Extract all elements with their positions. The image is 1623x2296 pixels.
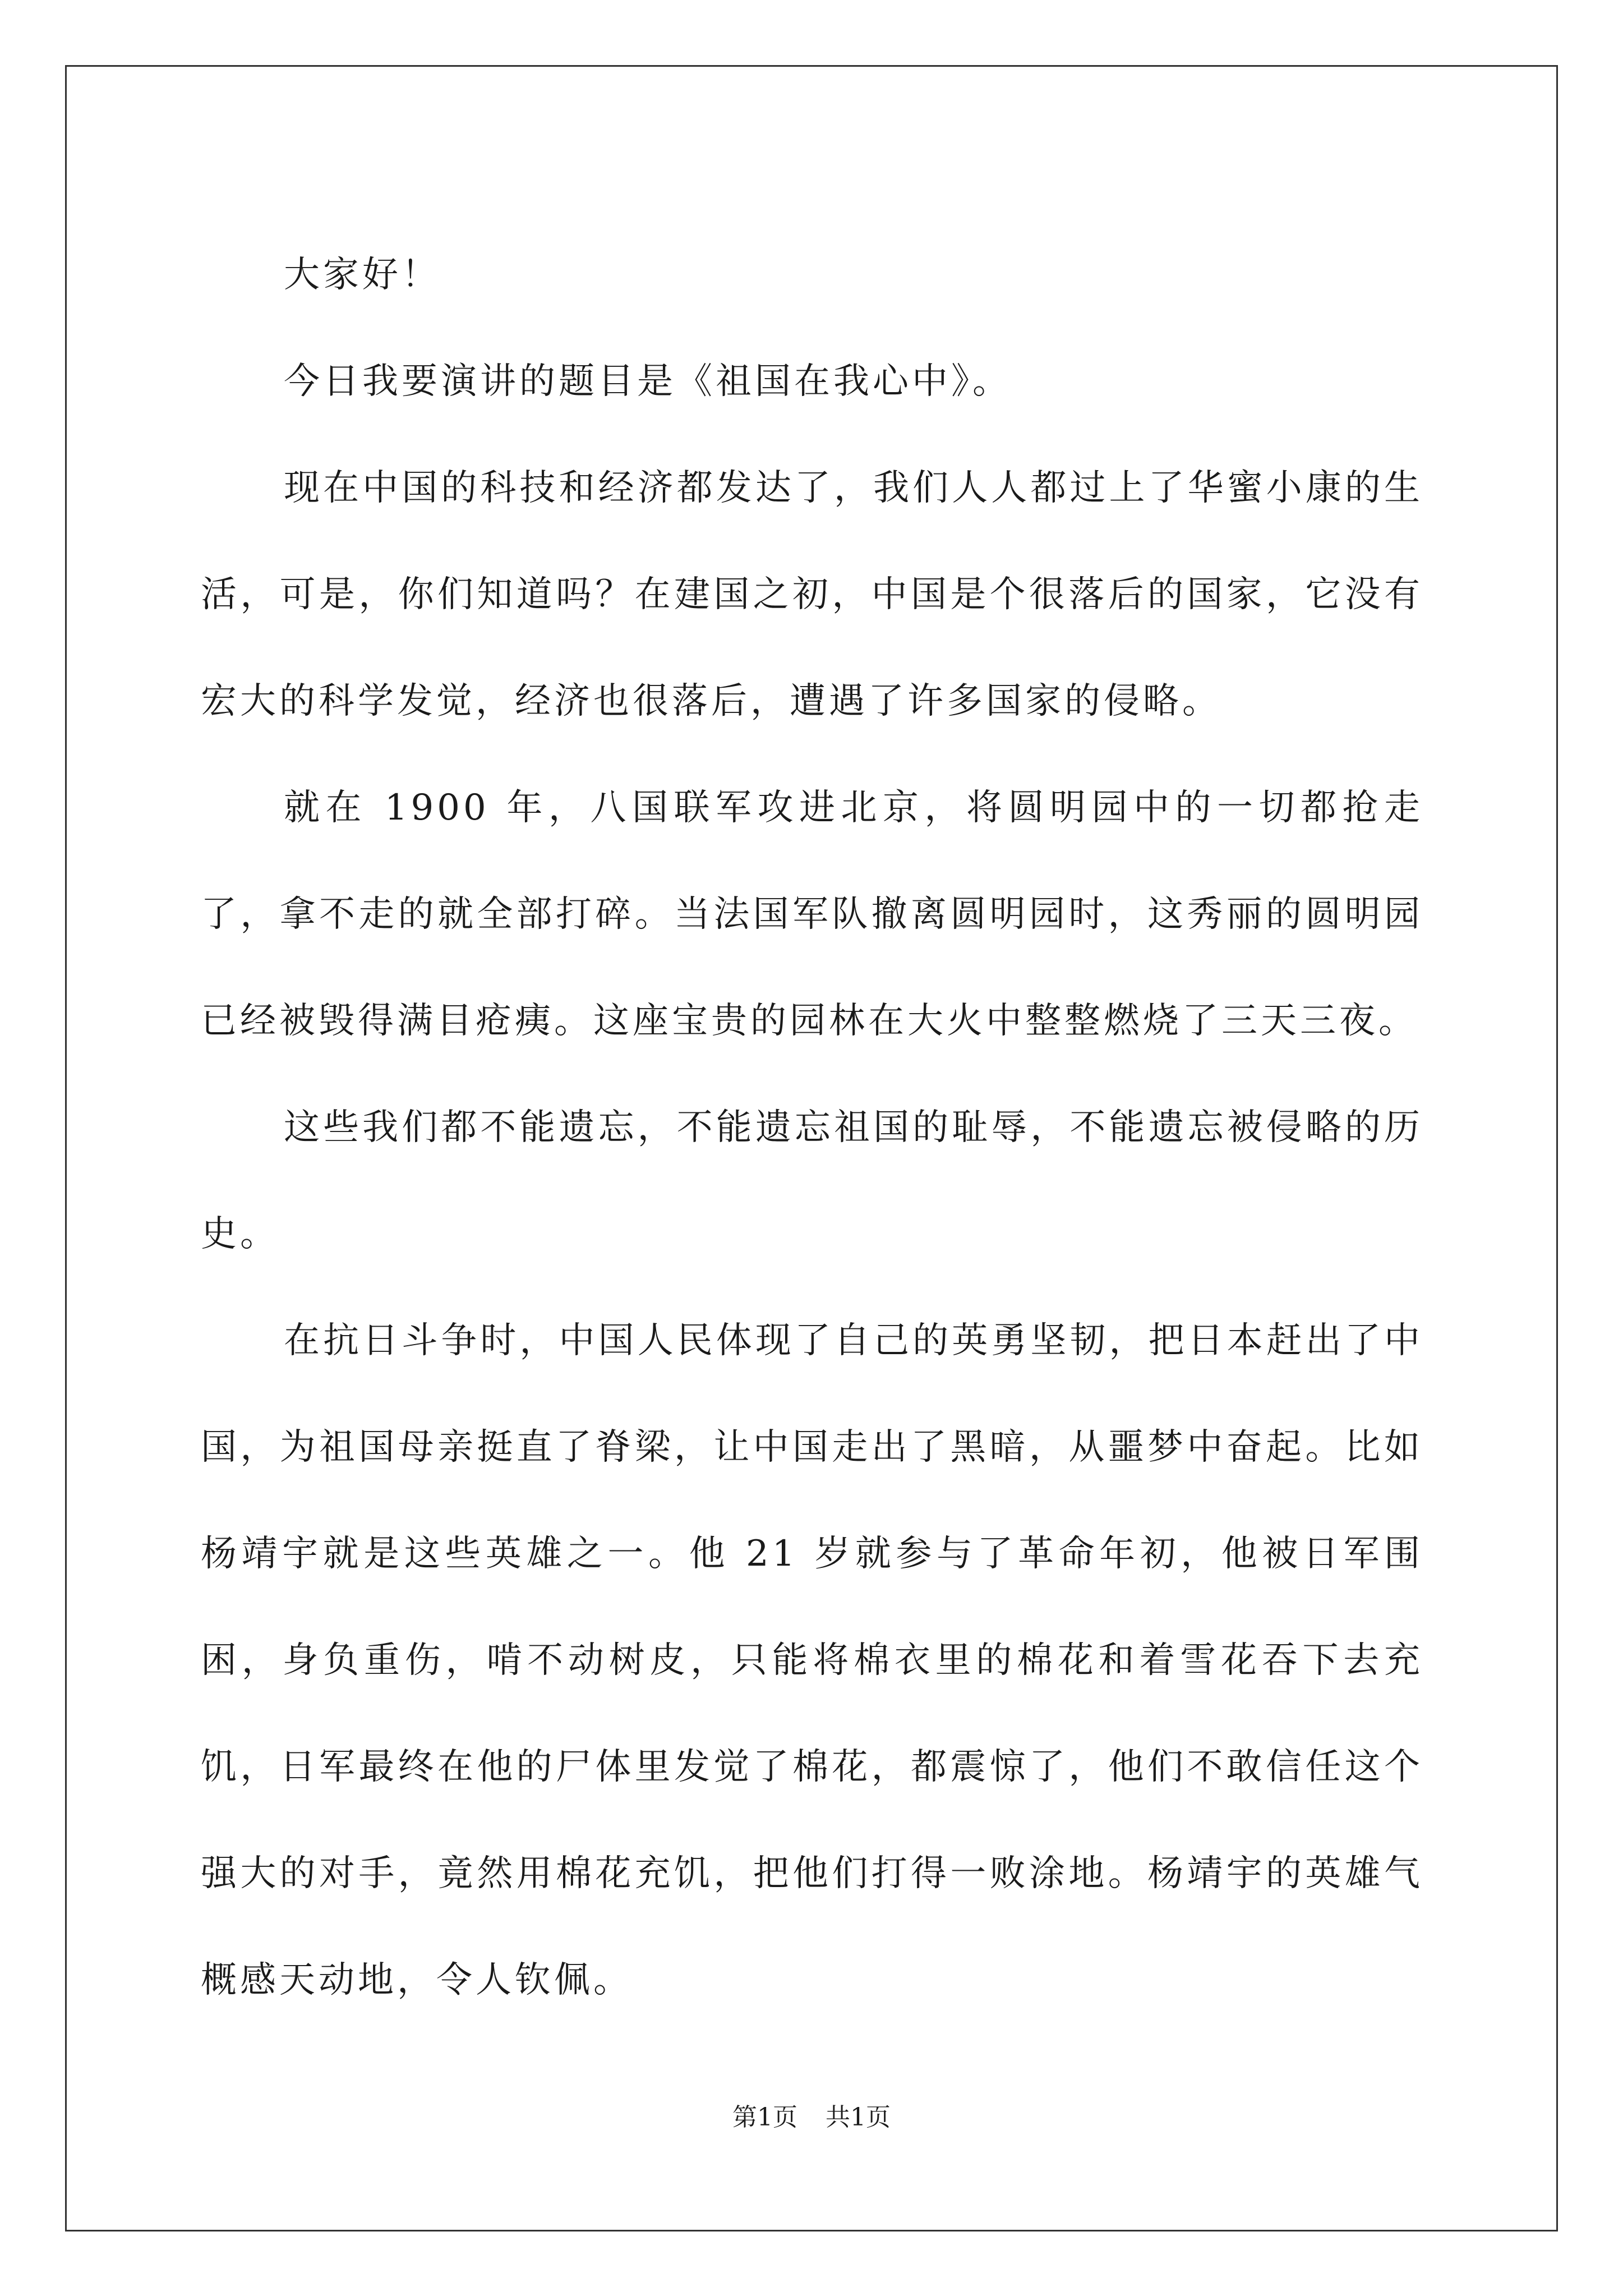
paragraph-remember: 这些我们都不能遗忘，不能遗忘祖国的耻辱，不能遗忘被侵略的历史。 — [201, 1107, 1423, 1255]
page-footer — [0, 2101, 1623, 2134]
paragraph-yang-jingyu: 在抗日斗争时，中国人民体现了自己的英勇坚韧，把日本赶出了中国，为祖国母亲挺直了脊梁，让中国走出了黑暗，从噩梦中奋起。比如杨靖宇就是这些英雄之一。他 21 岁就参与了革命年初，他被日军围困，身负重伤，啃不动树皮，只能将棉衣里的棉花和着雪花吞下去充饥，日军最终在他的尸体里发觉了棉花，都震惊了，他们不敢信任这个强大的对手，竟然用棉花充饥，把他们打得一败涂地。杨靖宇的英雄气概感天动地，令人钦佩。 — [201, 1320, 1423, 2001]
page-number-total: 共1页 — [826, 2103, 891, 2132]
page-number-current: 第1页 — [732, 2103, 797, 2132]
paragraph-topic: 今日我要演讲的题目是《祖国在我心中》。 — [284, 361, 1012, 402]
paragraph-development: 现在中国的科技和经济都发达了，我们人人都过上了华蜜小康的生活，可是，你们知道吗？在建国之初，中国是个很落后的国家，它没有宏大的科学发觉，经济也很落后，遭遇了许多国家的侵略。 — [201, 467, 1423, 722]
paragraph-1900: 就在 1900 年，八国联军攻进北京，将圆明园中的一切都抢走了，拿不走的就全部打碎。当法国军队撤离圆明园时，这秀丽的圆明园已经被毁得满目疮痍。这座宝贵的园林在大火中整整燃烧了三天三夜。 — [201, 787, 1423, 1042]
document-body — [201, 222, 1423, 2033]
paragraph-greeting: 大家好！ — [284, 254, 441, 296]
